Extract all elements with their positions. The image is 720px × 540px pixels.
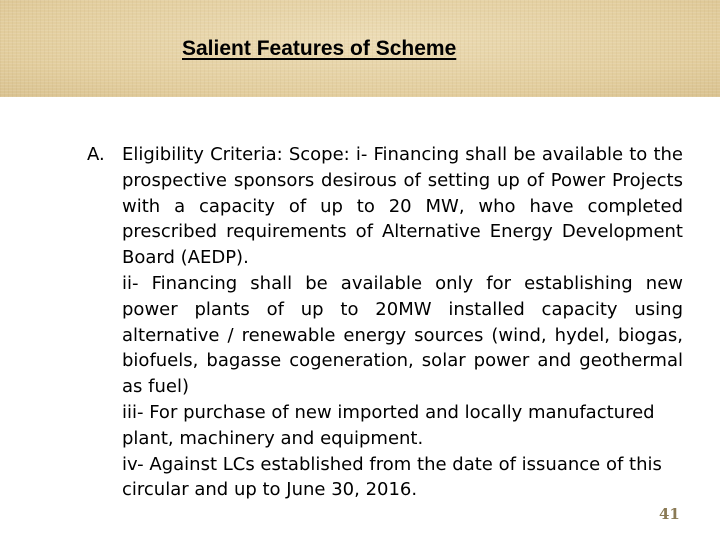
paragraph-lcs: iv- Against LCs established from the date of issuance of this circular and up to June 30, 2016. <box>122 453 662 501</box>
slide-title: Salient Features of Scheme <box>182 37 457 60</box>
paragraph-new-plants: ii- Financing shall be available only for establishing new power plants of up to 20MW installed capacity using alternative / renewable energy sources (wind, hydel, biogas, biofuels, bagasse cogeneration, solar power and geothermal as fuel) <box>122 272 683 398</box>
slide-number: 41 <box>659 505 680 523</box>
list-marker: A. <box>87 144 105 165</box>
paragraph-purchase: iii- For purchase of new imported and locally manufactured plant, machinery and equipment. <box>122 401 655 449</box>
paragraph-eligibility: Eligibility Criteria: Scope: i- Financing shall be available to the prospective sponsors desirous of setting up of Power Projects with a capacity of up to 20 MW, who have completed prescribed requirements of Alternative Energy Development Board (AEDP). <box>122 144 683 269</box>
slide-body <box>122 142 683 503</box>
